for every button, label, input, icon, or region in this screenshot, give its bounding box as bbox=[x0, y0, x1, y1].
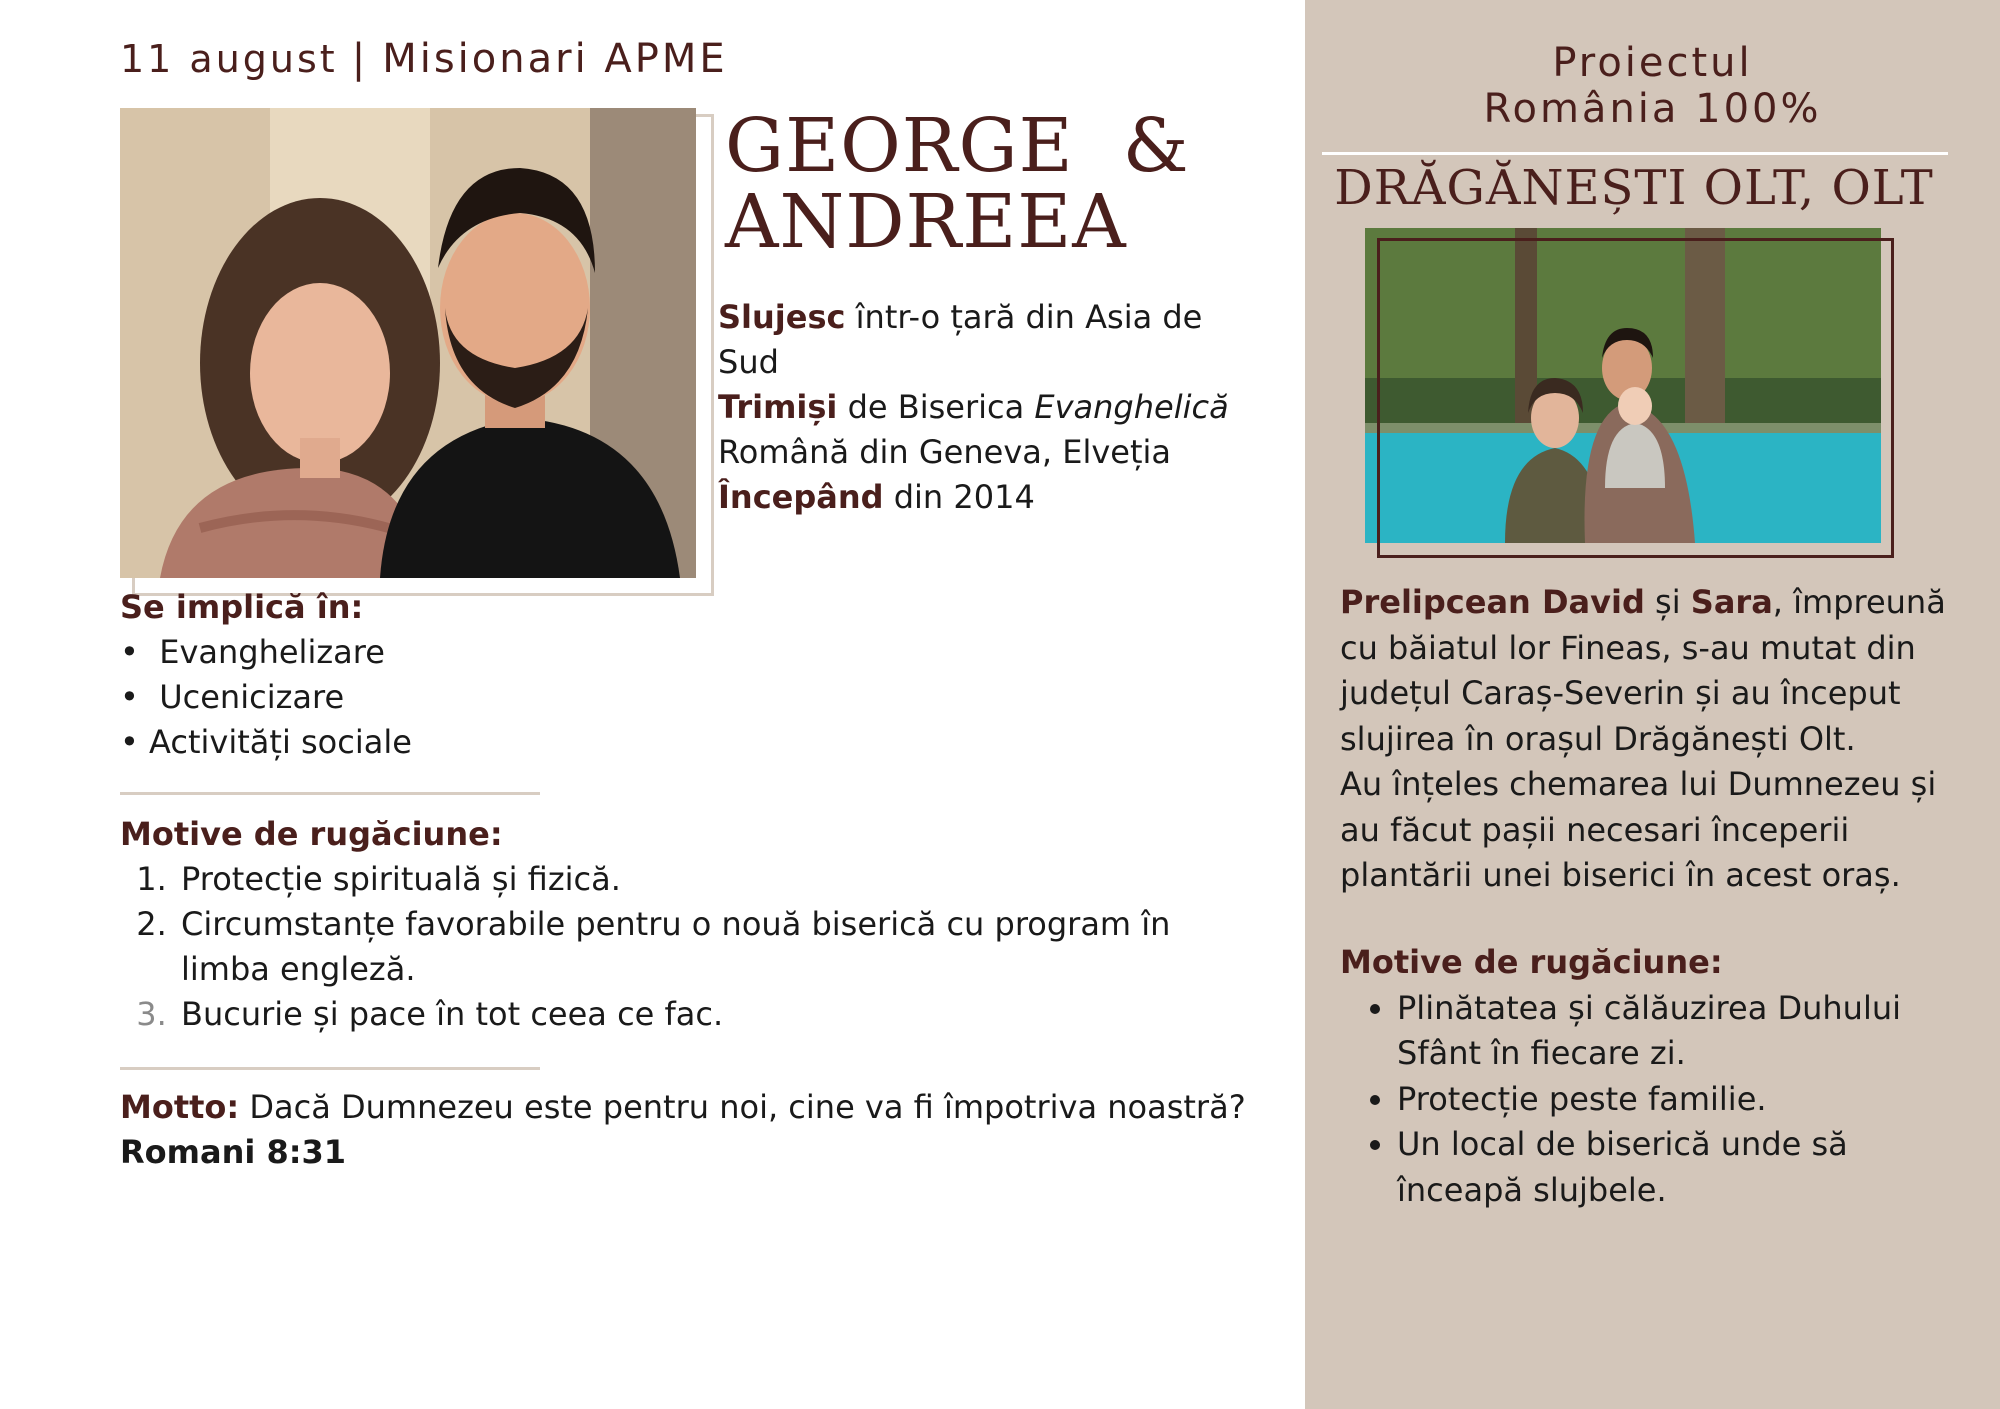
motto bbox=[120, 1085, 1250, 1175]
involvement-item: • Activități sociale bbox=[120, 723, 412, 761]
name-sara: Sara bbox=[1690, 583, 1773, 621]
prayer-item: 3. Bucurie și pace în tot ceea ce fac. bbox=[177, 992, 1260, 1037]
motto-label: Motto: bbox=[120, 1088, 240, 1126]
prayer-list bbox=[120, 857, 1260, 1037]
since-label: Începând bbox=[718, 478, 884, 516]
serve-text: într-o țară din Asia de Sud bbox=[718, 298, 1203, 381]
right-prayer-item: • Protecție peste familie. bbox=[1397, 1077, 1980, 1123]
project-title bbox=[1305, 40, 2000, 132]
right-prayer-item: • Plinătatea și călăuzirea Duhului Sfânt în fiecare zi. bbox=[1397, 986, 1980, 1077]
involvement-label: Se implică în: bbox=[120, 588, 364, 626]
sent-label: Trimiși bbox=[718, 388, 838, 426]
prayer-section bbox=[120, 812, 1260, 1037]
couple-photo bbox=[120, 108, 696, 578]
conjunction: și bbox=[1644, 583, 1691, 621]
involvement-item: • Evanghelizare bbox=[120, 633, 385, 671]
header-title: Misionari APME bbox=[382, 36, 728, 82]
name-line-1: GEORGE & bbox=[725, 103, 1190, 189]
divider bbox=[120, 1067, 540, 1070]
prayer-item: 1. Protecție spirituală și fizică. bbox=[177, 857, 1260, 902]
description-paragraph-1 bbox=[1340, 580, 1980, 762]
project-line-2: România 100% bbox=[1483, 86, 1822, 132]
family-description bbox=[1340, 580, 1980, 899]
place-title: DRĂGĂNEȘTI OLT, OLT bbox=[1334, 160, 1934, 216]
right-panel bbox=[1305, 0, 2000, 1409]
serve-label: Slujesc bbox=[718, 298, 846, 336]
involvement-item: • Ucenicizare bbox=[120, 678, 345, 716]
prayer-label: Motive de rugăciune: bbox=[120, 815, 503, 853]
motto-reference: Romani 8:31 bbox=[120, 1133, 347, 1171]
involvement-section bbox=[120, 585, 412, 765]
prayer-item: 2. Circumstanțe favorabile pentru o nouă biserică cu program în limba engleză. bbox=[177, 902, 1260, 992]
project-line-1: Proiectul bbox=[1552, 40, 1753, 86]
description-text-1: , împreună cu băiatul lor Fineas, s-au mutat din județul Caraș-Severin și au început slujirea în orașul Drăgănești Olt. bbox=[1340, 583, 1946, 758]
page-header bbox=[120, 36, 728, 82]
couple-photo-illustration bbox=[120, 108, 696, 578]
family-photo-frame bbox=[1377, 238, 1894, 558]
since-line bbox=[718, 475, 1258, 520]
description-paragraph-2: Au înțeles chemarea lui Dumnezeu și au făcut pașii necesari începerii plantării unei biserici în acest oraș. bbox=[1340, 765, 1937, 894]
since-text: din 2014 bbox=[883, 478, 1035, 516]
sent-line bbox=[718, 385, 1258, 475]
sent-text-b: Română din Geneva, Elveția bbox=[718, 433, 1171, 471]
right-prayer-item: • Un local de biserică unde să înceapă slujbele. bbox=[1397, 1122, 1980, 1213]
couple-name-title bbox=[725, 103, 1190, 265]
right-prayer-list bbox=[1340, 986, 1980, 1214]
motto-text: Dacă Dumnezeu este pentru noi, cine va fi împotriva noastră? bbox=[239, 1088, 1246, 1126]
serve-line bbox=[718, 295, 1258, 385]
right-prayer-section bbox=[1340, 940, 1980, 1213]
divider bbox=[120, 792, 540, 795]
right-prayer-label: Motive de rugăciune: bbox=[1340, 943, 1723, 981]
sent-text-italic: Evanghelică bbox=[1034, 388, 1229, 426]
mission-info bbox=[718, 295, 1258, 520]
name-line-2: ANDREEA bbox=[725, 179, 1127, 265]
name-david: Prelipcean David bbox=[1340, 583, 1645, 621]
project-divider bbox=[1322, 152, 1948, 155]
sent-text-a: de Biserica bbox=[837, 388, 1035, 426]
header-date: 11 august bbox=[120, 37, 338, 81]
header-separator: | bbox=[351, 36, 369, 82]
